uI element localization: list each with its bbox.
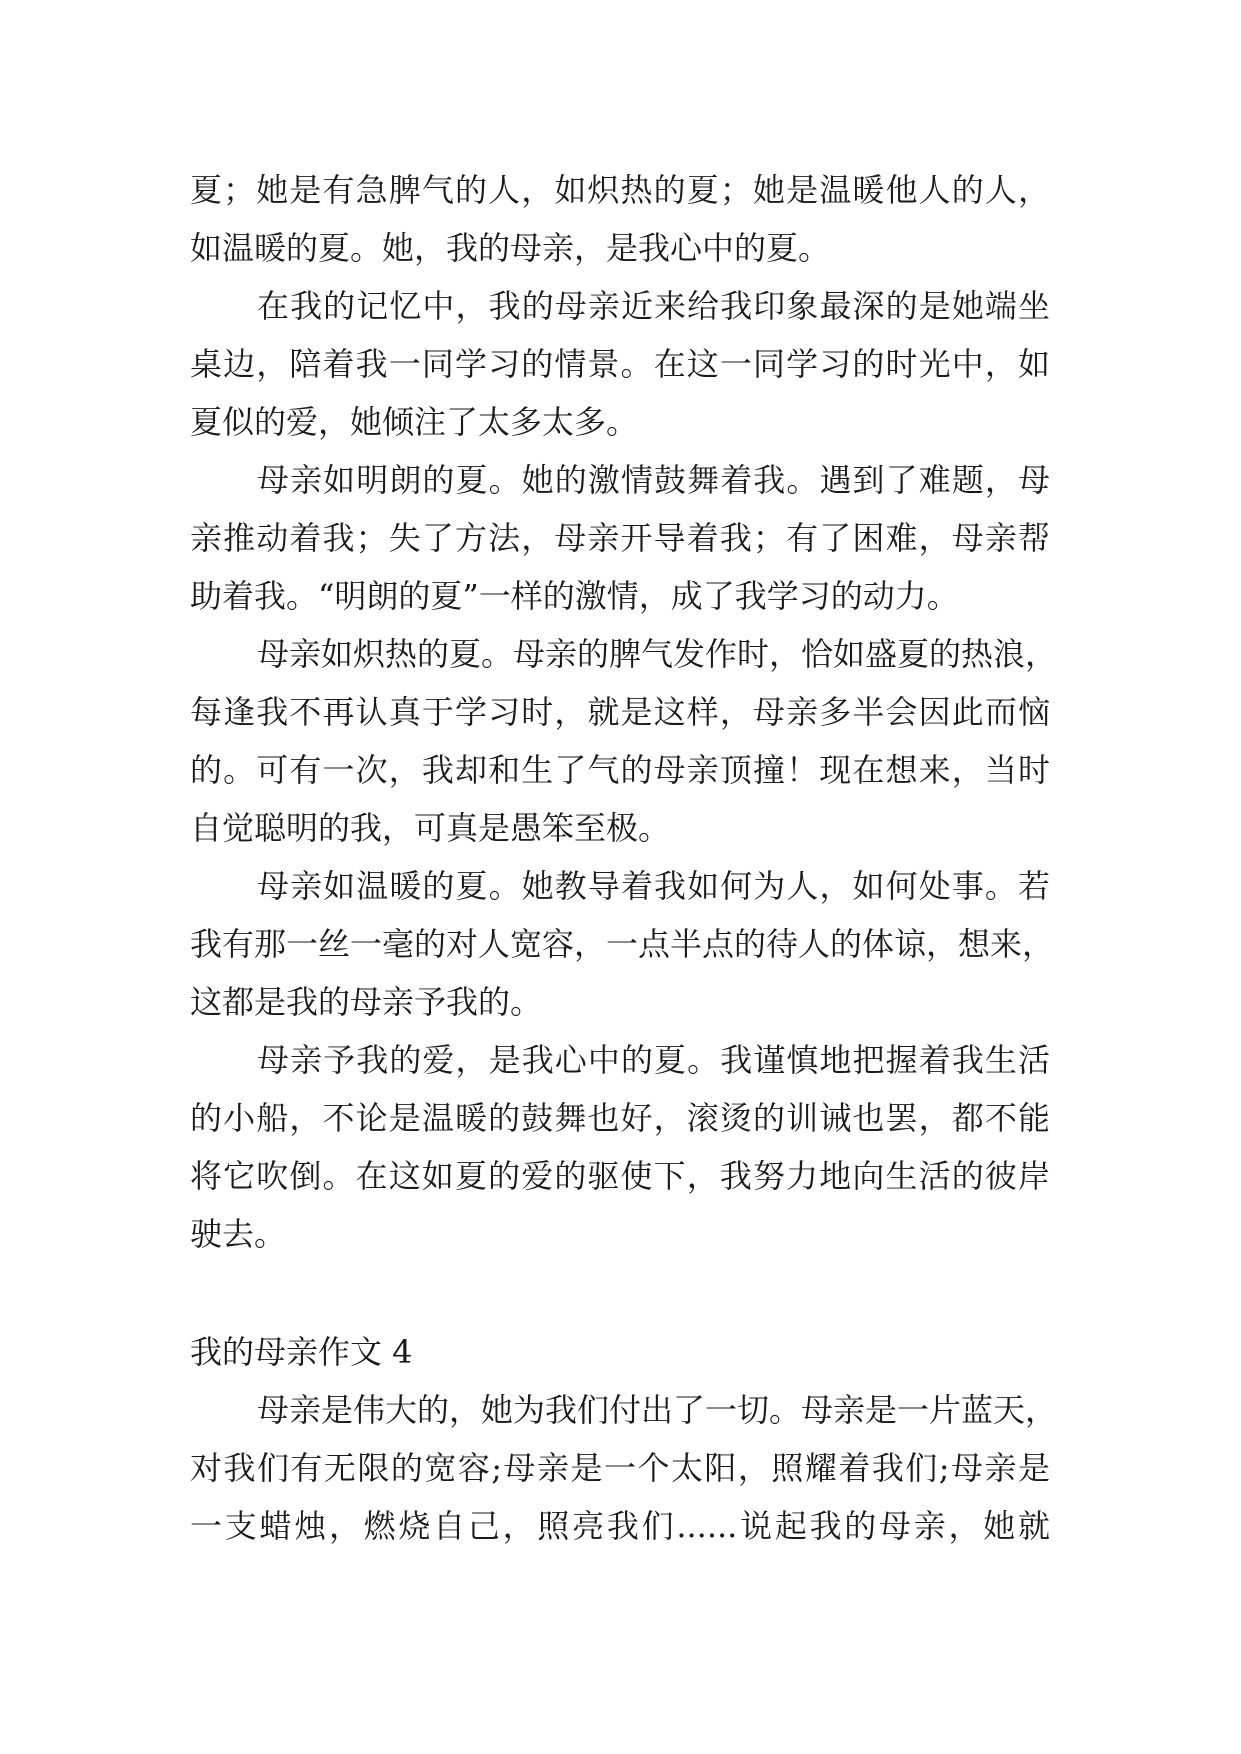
text-line: 自觉聪明的我，可真是愚笨至极。 (190, 809, 671, 847)
text-line: 的小船，不论是温暖的鼓舞也好，滚烫的训诫也罢，都不能 (190, 1099, 1050, 1137)
text-line: 母亲是伟大的，她为我们付出了一切。母亲是一片蓝天， (257, 1391, 1058, 1429)
text-line: 桌边，陪着我一同学习的情景。在这一同学习的时光中，如 (190, 345, 1050, 383)
text-line: 的。可有一次，我却和生了气的母亲顶撞！现在想来，当时 (190, 751, 1050, 789)
text-line: 在我的记忆中，我的母亲近来给我印象最深的是她端坐 (257, 287, 1050, 325)
text-line: 每逢我不再认真于学习时，就是这样，母亲多半会因此而恼 (190, 693, 1050, 731)
text-line: 夏；她是有急脾气的人，如炽热的夏；她是温暖他人的人， (190, 171, 1050, 209)
text-line: 我有那一丝一毫的对人宽容，一点半点的待人的体谅，想来， (190, 925, 1055, 963)
text-line: 如温暖的夏。她，我的母亲，是我心中的夏。 (190, 229, 831, 267)
section-heading: 我的母亲作文 4 (190, 1333, 413, 1371)
text-line: 母亲如温暖的夏。她教导着我如何为人，如何处事。若 (257, 867, 1050, 905)
text-line: 这都是我的母亲予我的。 (190, 983, 543, 1021)
text-line: 母亲予我的爱，是我心中的夏。我谨慎地把握着我生活 (257, 1041, 1050, 1079)
text-line: 母亲如明朗的夏。她的激情鼓舞着我。遇到了难题，母 (257, 461, 1050, 499)
text-line: 夏似的爱，她倾注了太多太多。 (190, 403, 639, 441)
text-line: 驶去。 (190, 1215, 287, 1253)
text-line: 母亲如炽热的夏。母亲的脾气发作时，恰如盛夏的热浪， (257, 635, 1058, 673)
text-line: 亲推动着我；失了方法，母亲开导着我；有了困难，母亲帮 (190, 519, 1050, 557)
text-line: 助着我。“明朗的夏”一样的激情，成了我学习的动力。 (190, 577, 959, 615)
text-line: 将它吹倒。在这如夏的爱的驱使下，我努力地向生活的彼岸 (190, 1157, 1050, 1195)
text-line: 一支蜡烛，燃烧自己，照亮我们......说起我的母亲，她就 (190, 1507, 1050, 1545)
text-line: 对我们有无限的宽容;母亲是一个太阳，照耀着我们;母亲是 (190, 1449, 1050, 1487)
